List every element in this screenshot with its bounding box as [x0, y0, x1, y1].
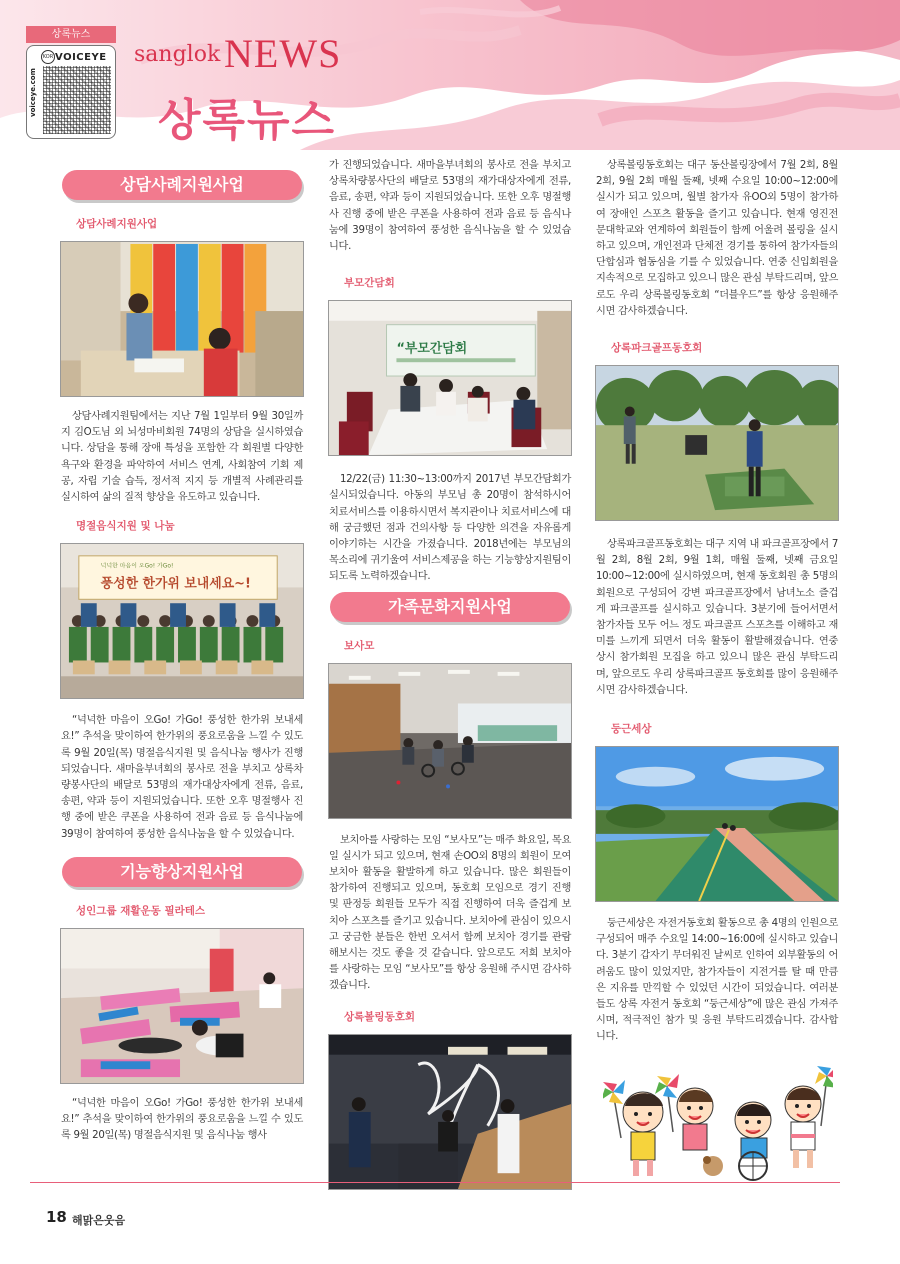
section-banner-function: 기능향상지원사업: [62, 857, 302, 887]
photo-pilates: [60, 928, 304, 1084]
para-pilates: “넉넉한 마음이 오Go! 가Go! 풍성한 한가위 보내세요!” 추석을 맞이하여 한가위의 풍요로움을 느낄 수 있도록 9월 20일(목) 명절음식지원 및 음식나눔 행사: [61, 1097, 303, 1142]
photo2-banner-small: 넉넉한 마음이 오Go! 가Go!: [100, 562, 174, 570]
photo-round-world: [595, 746, 839, 902]
subhead-parent-meeting: 부모간담회: [344, 277, 395, 290]
subhead-bowling: 상록볼링동호회: [344, 1010, 416, 1023]
photo-holiday-food: [60, 543, 304, 699]
brand-news: NEWS: [224, 31, 342, 76]
subhead-holiday-food: 명절음식지원 및 나눔: [76, 520, 175, 533]
para-bowling: 상록볼링동호회는 대구 동산볼링장에서 7월 2회, 8월 2회, 9월 2회 매월 둘째, 넷째 수요일 10:00~12:00에 실시가 되고 있으며, 월별 참가자 유OO외 5명이 참가하여 장애인 스포츠 활동을 즐기고 있습니다. 현재 영진전문대학교와 연계하여 회원들이 함께 어울려 볼링을 실시하고 있으며, 개인전과 단체전 경기를 통하여 참가자들의 단합심과 협동심을 기를 수 있었습니다. 연중 신입회원을 지속적으로 모집하고 있으니 많은 관심 부탁드리며, 앞으로도 우리 상록볼링동호회 “더블우드”를 항상 응원해주시면 감사하겠습니다.: [596, 160, 838, 317]
page-number: 18: [46, 1208, 67, 1226]
brand-korean-title: 상록뉴스: [158, 95, 337, 146]
para-parkgolf: 상록파크골프동호회는 대구 지역 내 파크골프장에서 7월 2회, 8월 2회, 9월 1회, 매월 둘째, 넷째 금요일 10:00~12:00에 실시하였으며, 현재 동호회원 총 5명의 회원으로 구성되어 강변 파크골프장에서 남녀노소 즐겁게 파크골프를 실시하고 있습니다. 3분기에 들어서면서 참가자들 모두 어느 정도 파크골프 스포츠를 이해하고 재미를 느끼게 되면서 더욱 활동이 활발해졌습니다. 연중 상시 참가회원 모집을 하고 있으니 많은 관심 부탁드리며, 앞으로도 우리 상록파크골프 동호회를 많이 응원해주시면 감사하겠습니다.: [596, 539, 838, 696]
subhead-parkgolf: 상록파크골프동호회: [611, 342, 703, 355]
para-holiday-food: “넉넉한 마음이 오Go! 가Go! 풍성한 한가위 보내세요!” 추석을 맞이하여 한가위의 풍요로움을 느낄 수 있도록 9월 20일(목) 명절음식지원 및 음식나눔 행사가 진행되었습니다. 새마을부녀회의 봉사로 전을 부치고 상록차량봉사단의 배달로 53명의 재가대상자에게 전류, 음료, 송편, 약과 등이 지원되었습니다. 또한 오후 명절행사 진행 중에 받은 쿠폰을 사용하여 전과 음료 등 음식나눔에 39명이 참여하여 풍성한 음식나눔을 할 수 있었습니다.: [61, 715, 303, 840]
photo-bowling: [328, 1034, 572, 1190]
photo-bosamo: [328, 663, 572, 819]
kids-pinwheel-illustration: [603, 1062, 833, 1182]
photo2-banner-text: 풍성한 한가위 보내세요~!: [100, 576, 251, 592]
column-2: [328, 158, 572, 1190]
para-counseling: 상담사례지원팀에서는 지난 7월 1일부터 9월 30일까지 김O도님 외 뇌성마비회원 74명의 상담을 실시하였습니다. 상담을 통해 장애 특성을 포함한 각 회원별 다양한 욕구와 환경을 파악하여 서비스 연계, 사회참여 기회 제공, 자립 기술 습득, 정서적 지지 등 개별적 사례관리를 실시하여 삶의 질적 향상을 유도하고 있습니다.: [61, 411, 303, 504]
section-banner-counseling: 상담사례지원사업: [62, 170, 302, 200]
subhead-round-world: 둥근세상: [611, 723, 652, 736]
section-banner-family: 가족문화지원사업: [330, 592, 570, 622]
page-header: [0, 0, 900, 150]
photo-parkgolf: [595, 365, 839, 521]
voiceeye-title: VOICEYE: [55, 52, 107, 63]
voiceeye-logo: KOR: [41, 50, 55, 64]
subhead-pilates: 성인그룹 재활운동 필라테스: [76, 904, 206, 917]
voiceeye-url: voiceye.com: [29, 68, 37, 118]
voiceeye-barcode: [43, 66, 111, 134]
voiceeye-code-icon: [26, 45, 116, 139]
footer-divider: [30, 1182, 840, 1183]
para-bosamo: 보치아를 사랑하는 모임 “보사모”는 매주 화요일, 목요일 실시가 되고 있으며, 현재 손OO외 8명의 회원이 모여 보치아 활동을 활발하게 하고 있습니다. 많은 회원들이 참가하여 진행되고 있으며, 동호회 모임으로 경기 진행 및 판정등 회원들 모두가 직접 진행하여 더욱 즐겁게 보치아 스포츠를 즐기고 있습니다. 보치아에 관심이 있으시고 궁금한 분들은 한번 오셔서 함께 보치아 경기를 관람해보시는 것도 좋을 것 같습니다. 앞으로도 저희 보치아를 사랑하는 모임 “보사모”를 항상 응원해 주시면 감사하겠습니다.: [329, 834, 571, 992]
photo1-banner-text: “부모간담회: [396, 341, 468, 357]
section-tag: 상록뉴스: [26, 26, 116, 43]
photo-counseling: [60, 241, 304, 397]
photo-parent-meeting: [328, 300, 572, 456]
para-holiday-continued: 가 진행되었습니다. 새마을부녀회의 봉사로 전을 부치고 상록차량봉사단의 배달로 53명의 재가대상자에게 전류, 음료, 송편, 약과 등이 지원되었습니다. 또한 오후 명절행사 진행 중에 받은 쿠폰을 사용하여 전과 음료 등 음식나눔에 39명이 참여하여 풍성한 음식나눔을 할 수 있었습니다.: [329, 160, 571, 253]
subhead-bosamo: 보사모: [344, 639, 375, 652]
column-1: [60, 158, 304, 1144]
column-3: [595, 158, 839, 1182]
pink-paint-splash: [0, 0, 900, 150]
para-round-world: 둥근세상은 자전거동호회 활동으로 총 4명의 인원으로 구성되어 매주 수요일 14:00~16:00에 실시하고 있습니다. 3분기 갑자기 무더워진 날씨로 인하여 외부활동의 어려움도 많이 있었지만, 참가자들이 지전거를 탈 때 만큼은 지유를 만끽할 수 있었던 시간이 되었습니다. 여러분들도 상록 자전거 동호회 “둥근세상”에 많은 관심 가져주시며, 적극적인 참가 및 응원 부탁드리겠습니다. 감사합니다.: [596, 918, 838, 1043]
brand-sanglok: sanglok: [134, 42, 221, 67]
magazine-logo: 해맑은웃음: [72, 1214, 126, 1227]
subhead-counseling: 상담사례지원사업: [76, 218, 158, 230]
para-parent-meeting: 12/22(금) 11:30~13:00까지 2017년 부모간담회가 실시되었습니다. 아동의 부모님 총 20명이 참석하시어 치료서비스를 이용하시면서 복지관이나 치료서비스에 대해 궁금했던 점과 건의사항 등 다양한 의견을 자유롭게 이야기하는 시간을 가졌습니다. 2018년에는 부모님의 목소리에 귀기울여 서비스제공을 하는 기능향상지원팀이 되도록 노력하겠습니다.: [329, 474, 571, 583]
